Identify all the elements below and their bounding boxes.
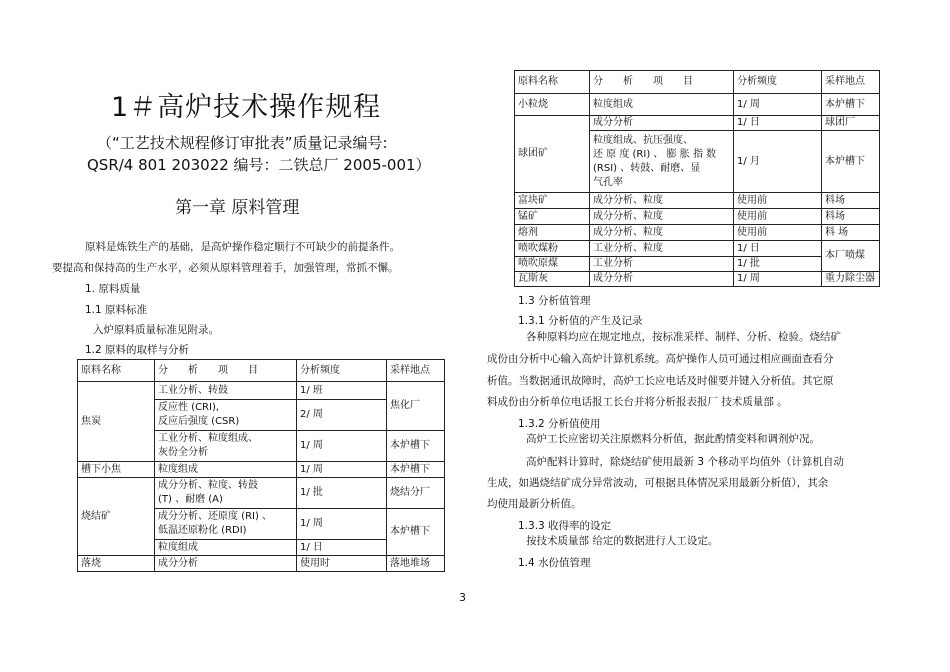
table-cell: 使用前 bbox=[734, 193, 822, 209]
header-items: 分 析 项 目 bbox=[590, 71, 734, 94]
table-cell: 成分分析 bbox=[155, 556, 297, 572]
table-cell: 本炉槽下 bbox=[387, 509, 445, 556]
header-location: 采样地点 bbox=[387, 360, 445, 382]
table-cell: 烧结分厂 bbox=[387, 478, 445, 509]
paragraph-2-line-1: 高炉工长应密切关注原燃料分析值，据此酌情变料和调剂炉况。 bbox=[526, 433, 820, 445]
material-coal-powder: 喷吹煤粉 bbox=[515, 241, 590, 257]
material-raw-coal: 喷吹原煤 bbox=[515, 257, 590, 272]
paragraph-1-line-3: 析值。当数据通讯故障时，高炉工长应电话及时催要并键入分析值。其它原 bbox=[487, 375, 834, 387]
table-cell: 1/ 日 bbox=[734, 241, 822, 257]
material-falling-sinter: 落烧 bbox=[78, 556, 155, 572]
table-cell: 料场 bbox=[822, 209, 880, 225]
section-1-3-1-heading: 1.3.1 分析值的产生及记录 bbox=[518, 315, 643, 327]
header-material: 原料名称 bbox=[515, 71, 590, 94]
table-cell: 粒度组成 bbox=[155, 462, 297, 478]
material-lump-ore: 富块矿 bbox=[515, 193, 590, 209]
table-cell: 成分分析、粒度 bbox=[590, 225, 734, 241]
material-coke: 焦炭 bbox=[78, 382, 155, 462]
table-cell: 本炉槽下 bbox=[387, 431, 445, 462]
header-frequency: 分析频度 bbox=[297, 360, 387, 382]
table-cell: 粒度组成、抗压强度、 还 原 度 (RI) 、 膨 胀 指 数 (RSI) 、转鼓、耐磨、显 气孔率 bbox=[590, 131, 734, 193]
table-cell: 料 场 bbox=[822, 225, 880, 241]
section-1-heading: 1. 原料质量 bbox=[85, 283, 141, 295]
table-cell: 工业分析、粒度组成、 灰份全分析 bbox=[155, 431, 297, 462]
section-1-1-text: 入炉原料质量标准见附录。 bbox=[93, 324, 219, 336]
section-1-4-heading: 1.4 水份值管理 bbox=[518, 557, 591, 569]
table-cell: 本炉槽下 bbox=[822, 131, 880, 193]
paragraph-3-line-3: 均使用最新分析值。 bbox=[487, 498, 582, 510]
table-cell: 成分分析、还原度 (RI) 、 低温还原粉化 (RDI) bbox=[155, 509, 297, 540]
table-cell: 1/ 周 bbox=[734, 272, 822, 287]
sampling-table-left bbox=[77, 359, 445, 572]
material-flux: 熔剂 bbox=[515, 225, 590, 241]
section-1-1-heading: 1.1 原料标准 bbox=[85, 304, 148, 316]
table-cell: 1/ 周 bbox=[297, 431, 387, 462]
table-cell: 工业分析 bbox=[590, 257, 734, 272]
table-cell: 焦化厂 bbox=[387, 382, 445, 431]
paragraph-4-line-1: 按技术质量部 给定的数据进行人工设定。 bbox=[526, 535, 719, 547]
table-cell: 1/ 月 bbox=[734, 131, 822, 193]
material-small-sinter: 小粒烧 bbox=[515, 94, 590, 116]
material-flue-dust: 瓦斯灰 bbox=[515, 272, 590, 287]
table-cell: 1/ 周 bbox=[297, 509, 387, 540]
document-title: 1＃高炉技术操作规程 bbox=[111, 92, 382, 123]
table-cell: 成分分析、粒度 bbox=[590, 193, 734, 209]
table-cell: 反应性 (CRI), 反应后强度 (CSR) bbox=[155, 400, 297, 431]
table-cell: 本炉槽下 bbox=[387, 462, 445, 478]
intro-line-2: 要提高和保持高的生产水平，必须从原料管理着手，加强管理，常抓不懈。 bbox=[52, 262, 399, 274]
table-cell: 1/ 日 bbox=[734, 116, 822, 131]
table-cell: 使用前 bbox=[734, 225, 822, 241]
paragraph-1-line-4: 料成份由分析单位电话报工长台并将分析报表报厂 技术质量部 。 bbox=[487, 396, 788, 408]
table-cell: 粒度组成 bbox=[155, 540, 297, 556]
material-sinter: 烧结矿 bbox=[78, 478, 155, 556]
material-small-coke: 槽下小焦 bbox=[78, 462, 155, 478]
material-pellet: 球团矿 bbox=[515, 116, 590, 193]
quality-record-line2: QSR/4 801 203022 编号：二铁总厂 2005-001） bbox=[87, 156, 431, 174]
table-cell: 成分分析、粒度 bbox=[590, 209, 734, 225]
table-cell: 1/ 周 bbox=[297, 462, 387, 478]
table-cell: 2/ 周 bbox=[297, 400, 387, 431]
paragraph-3-line-1: 高炉配料计算时，除烧结矿使用最新 3 个移动平均值外（计算机自动 bbox=[526, 456, 844, 468]
section-1-2-heading: 1.2 原料的取样与分析 bbox=[85, 344, 190, 356]
table-cell: 1/ 班 bbox=[297, 382, 387, 400]
table-cell: 工业分析、粒度 bbox=[590, 241, 734, 257]
header-frequency: 分析频度 bbox=[734, 71, 822, 94]
table-cell: 1/ 周 bbox=[734, 94, 822, 116]
header-material: 原料名称 bbox=[78, 360, 155, 382]
paragraph-1-line-2: 成份由分析中心输入高炉计算机系统。高炉操作人员可通过相应画面查看分 bbox=[487, 353, 834, 365]
quality-record-line1: （“工艺技术规程修订审批表”质量记录编号: bbox=[97, 134, 388, 152]
table-cell: 本炉槽下 bbox=[822, 94, 880, 116]
table-cell: 成分分析 bbox=[590, 116, 734, 131]
table-cell: 料场 bbox=[822, 193, 880, 209]
sampling-table-right bbox=[514, 70, 880, 287]
table-cell: 工业分析、转鼓 bbox=[155, 382, 297, 400]
page-number: 3 bbox=[459, 591, 466, 604]
table-cell: 使用时 bbox=[297, 556, 387, 572]
section-1-3-2-heading: 1.3.2 分析值使用 bbox=[518, 418, 601, 430]
table-cell: 本厂喷煤 bbox=[822, 241, 880, 272]
table-cell: 1/ 批 bbox=[734, 257, 822, 272]
table-cell: 粒度组成 bbox=[590, 94, 734, 116]
section-1-3-heading: 1.3 分析值管理 bbox=[518, 295, 591, 307]
section-1-3-3-heading: 1.3.3 收得率的设定 bbox=[518, 520, 612, 532]
paragraph-1-line-1: 各种原料均应在规定地点，按标准采样、制样、分析、检验。烧结矿 bbox=[526, 331, 841, 343]
material-manganese-ore: 锰矿 bbox=[515, 209, 590, 225]
table-cell: 落地堆场 bbox=[387, 556, 445, 572]
intro-line-1: 原料是炼铁生产的基础，是高炉操作稳定顺行不可缺少的前提条件。 bbox=[85, 241, 400, 253]
header-items: 分 析 项 目 bbox=[155, 360, 297, 382]
table-cell: 成分分析 bbox=[590, 272, 734, 287]
table-cell: 成分分析、粒度、转鼓 (T) 、耐磨 (A) bbox=[155, 478, 297, 509]
table-cell: 重力除尘器 bbox=[822, 272, 880, 287]
table-cell: 1/ 批 bbox=[297, 478, 387, 509]
header-location: 采样地点 bbox=[822, 71, 880, 94]
chapter-heading: 第一章 原料管理 bbox=[175, 198, 300, 218]
table-cell: 1/ 日 bbox=[297, 540, 387, 556]
table-cell: 球团厂 bbox=[822, 116, 880, 131]
table-cell: 使用前 bbox=[734, 209, 822, 225]
paragraph-3-line-2: 生成，如遇烧结矿成分异常波动，可根据具体情况采用最新分析值），其余 bbox=[487, 477, 829, 489]
